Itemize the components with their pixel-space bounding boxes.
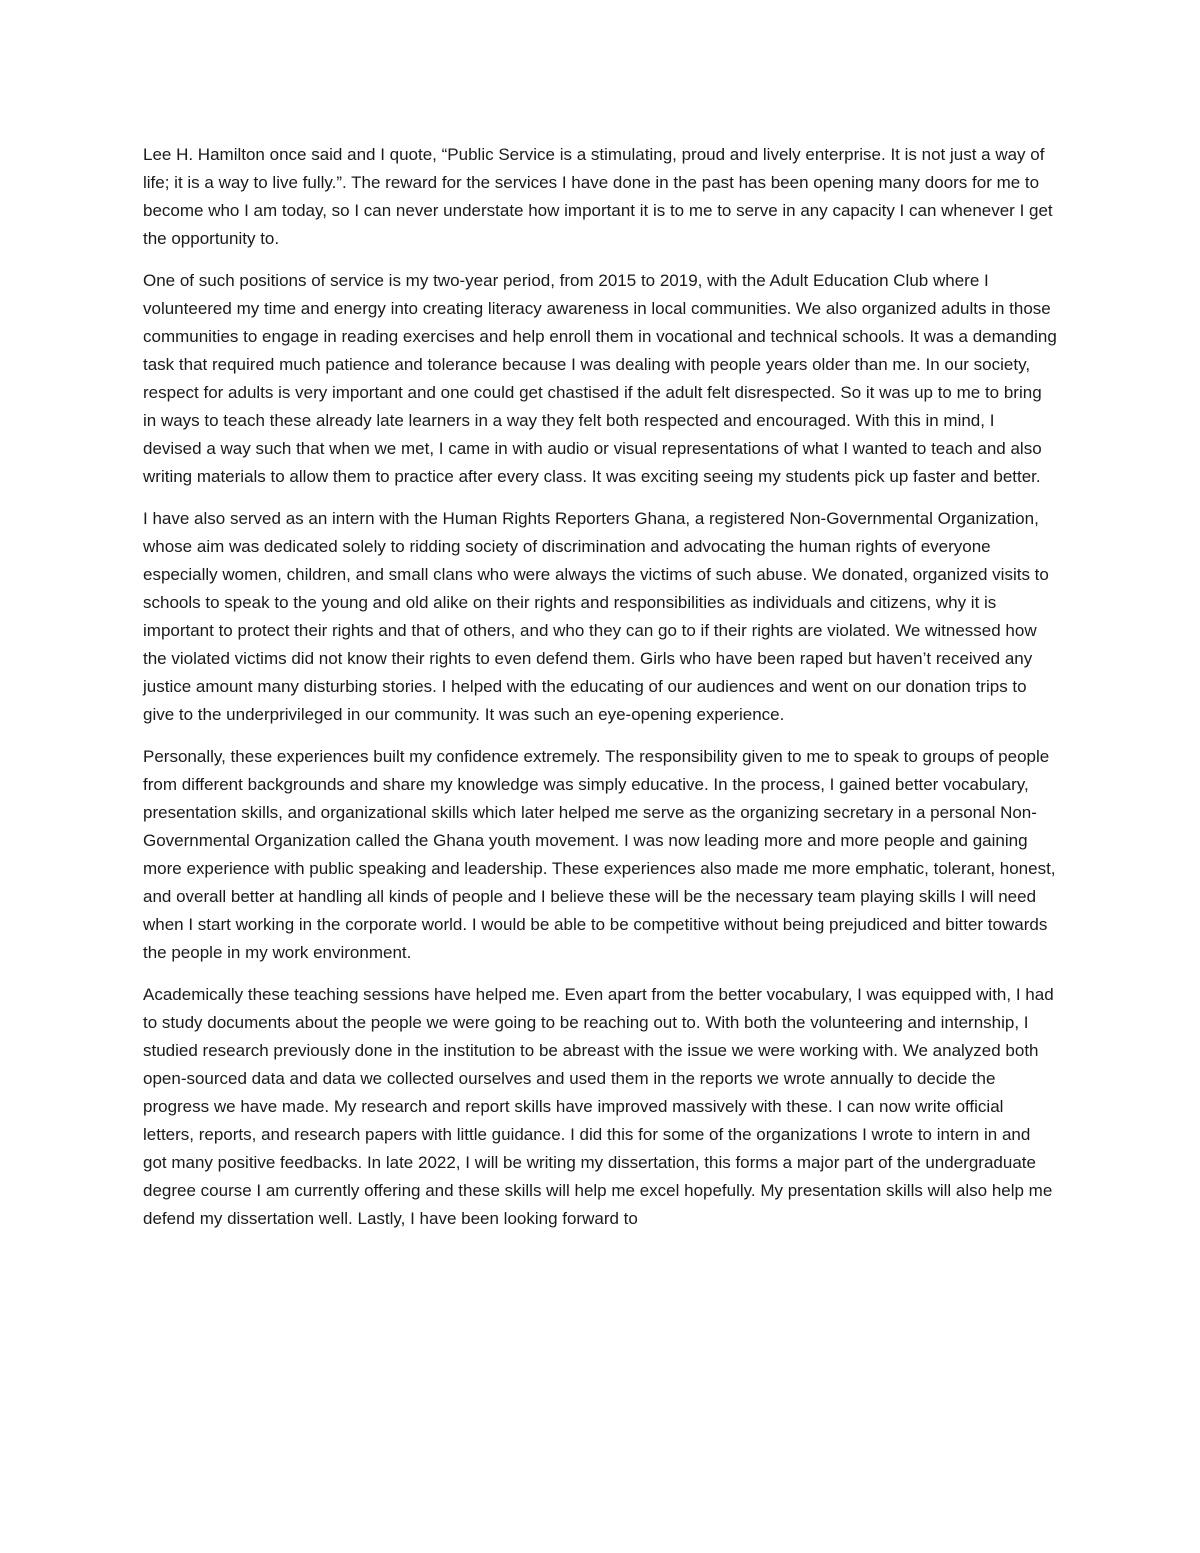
paragraph-personal-growth: Personally, these experiences built my confidence extremely. The responsibility given to me to speak to groups of people from different backgrounds and share my knowledge was simply educative. In the process, I gained better vocabulary, presentation skills, and organizational skills which later helped me serve as the organizing secretary in a personal Non-Governmental Organization called the Ghana youth movement. I was now leading more and more people and gaining more experience with public speaking and leadership. These experiences also made me more emphatic, tolerant, honest, and overall better at handling all kinds of people and I believe these will be the necessary team playing skills I will need when I start working in the corporate world. I would be able to be competitive without being prejudiced and bitter towards the people in my work environment.	[143, 747, 1056, 962]
document-body	[143, 141, 1057, 1247]
paragraph-human-rights-internship: I have also served as an intern with the Human Rights Reporters Ghana, a registered Non-Governmental Organization, whose aim was dedicated solely to ridding society of discrimination and advocating the human rights of everyone especially women, children, and small clans who were always the victims of such abuse. We donated, organized visits to schools to speak to the young and old alike on their rights and responsibilities as individuals and citizens, why it is important to protect their rights and that of others, and who they can go to if their rights are violated. We witnessed how the violated victims did not know their rights to even defend them. Girls who have been raped but haven’t received any justice amount many disturbing stories. I helped with the educating of our audiences and went on our donation trips to give to the underprivileged in our community. It was such an eye-opening experience.	[143, 509, 1049, 724]
paragraph-academic-growth: Academically these teaching sessions have helped me. Even apart from the better vocabulary, I was equipped with, I had to study documents about the people we were going to be reaching out to. With both the volunteering and internship, I studied research previously done in the institution to be abreast with the issue we were working with. We analyzed both open-sourced data and data we collected ourselves and used them in the reports we wrote annually to decide the progress we have made. My research and report skills have improved massively with these. I can now write official letters, reports, and research papers with little guidance. I did this for some of the organizations I wrote to intern in and got many positive feedbacks. In late 2022, I will be writing my dissertation, this forms a major part of the undergraduate degree course I am currently offering and these skills will help me excel hopefully. My presentation skills will also help me defend my dissertation well. Lastly, I have been looking forward to	[143, 985, 1054, 1228]
paragraph-hamilton-quote: Lee H. Hamilton once said and I quote, “Public Service is a stimulating, proud and lively enterprise. It is not just a way of life; it is a way to live fully.”. The reward for the services I have done in the past has been opening many doors for me to become who I am today, so I can never understate how important it is to me to serve in any capacity I can whenever I get the opportunity to.	[143, 145, 1053, 248]
paragraph-adult-education-club: One of such positions of service is my two-year period, from 2015 to 2019, with the Adult Education Club where I volunteered my time and energy into creating literacy awareness in local communities. We also organized adults in those communities to engage in reading exercises and help enroll them in vocational and technical schools. It was a demanding task that required much patience and tolerance because I was dealing with people years older than me. In our society, respect for adults is very important and one could get chastised if the adult felt disrespected. So it was up to me to bring in ways to teach these already late learners in a way they felt both respected and encouraged. With this in mind, I devised a way such that when we met, I came in with audio or visual representations of what I wanted to teach and also writing materials to allow them to practice after every class. It was exciting seeing my students pick up faster and better.	[143, 271, 1057, 486]
